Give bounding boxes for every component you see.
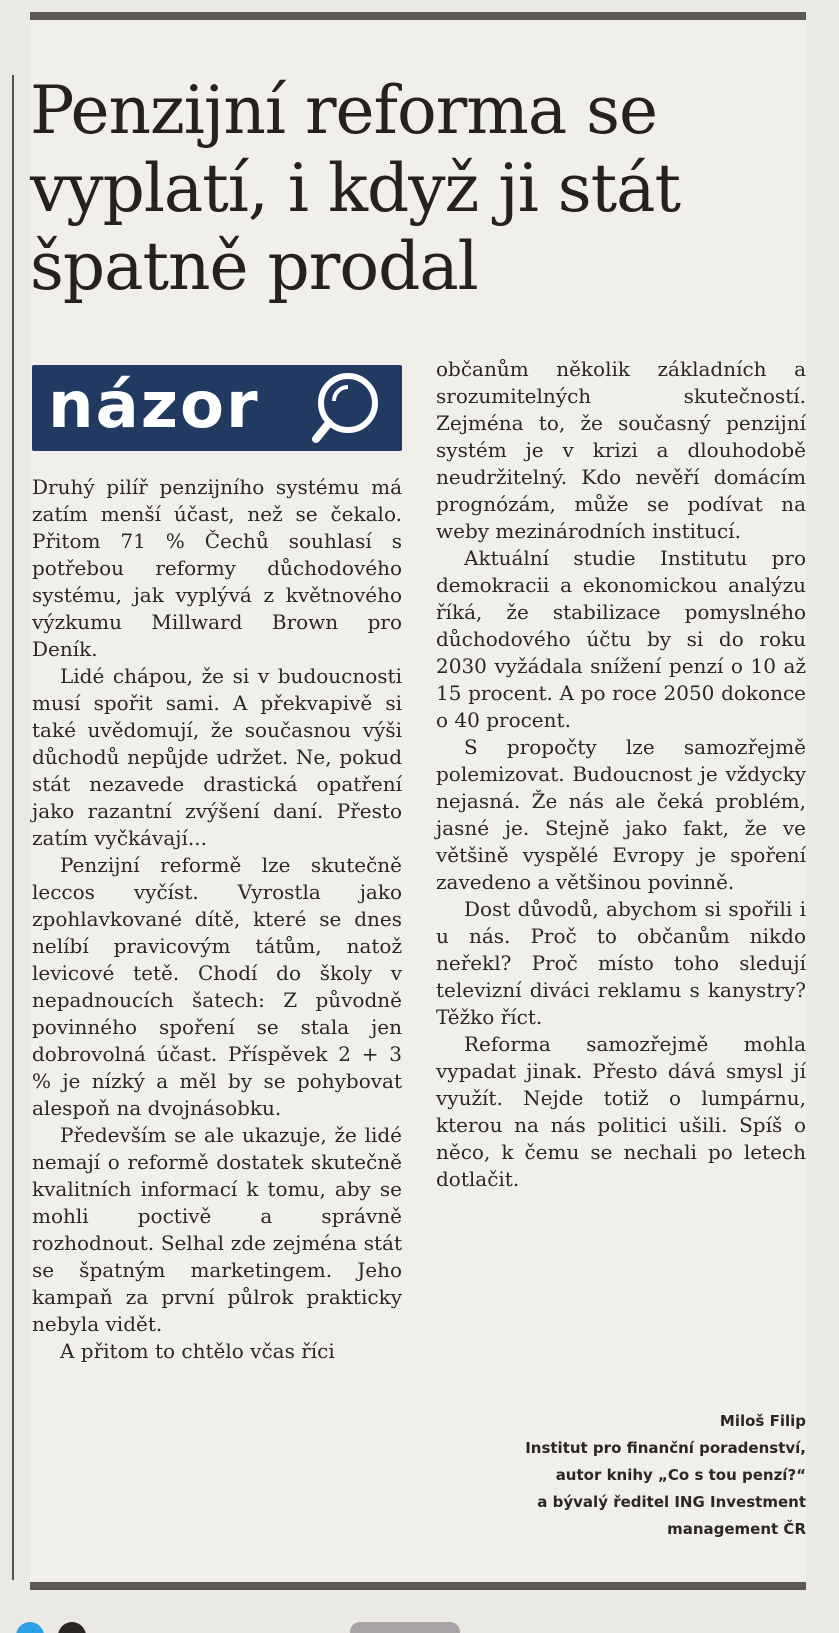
opinion-badge-label: názor (48, 369, 260, 443)
paragraph: Reforma samozřejmě mohla vypadat jinak. Přesto dává smysl jí využít. Nejde totiž o lumpárnu, kterou na nás politici ušili. Spíš o něco, k čemu se nechali po letech dotlačit. (436, 1032, 806, 1191)
magnifier-icon (306, 369, 396, 449)
opinion-badge (32, 365, 402, 451)
bottom-color-marks (0, 1608, 839, 1633)
paragraph: Především se ale ukazuje, že lidé nemají o reformě dostatek skutečně kvalitních informací k tomu, aby se mohli poctivě a správně rozhodnout. Selhal zde zejména stát se špatným marketingem. Jeho kampaň za první půlrok prakticky nebyla vidět. (32, 1123, 402, 1336)
paragraph: občanům několik základních a srozumitelných skutečností. Zejména to, že současný penzijní systém je v krizi a dlouhodobě neudržitelný. Kdo nevěří domácím prognózám, může se podívat na weby mezinárodních institucí. (436, 357, 806, 543)
author-affiliation: Institut pro finanční poradenství, (525, 1439, 806, 1457)
paragraph: A přitom to chtělo včas říci (60, 1339, 335, 1363)
article-column-right (436, 356, 806, 1193)
article-headline: Penzijní reforma se vyplatí, i když ji stát špatně prodal (30, 72, 681, 305)
author-former-role: a bývalý ředitel ING Investment (537, 1493, 806, 1511)
author-book: autor knihy „Co s tou penzí?“ (555, 1466, 806, 1484)
article-column-left (32, 474, 402, 1365)
paragraph: Aktuální studie Institutu pro demokracii a ekonomickou analýzu říká, že stabilizace pomyslného důchodového účtu by si do roku 2030 vyžádala snížení penzí o 10 až 15 procent. A po roce 2050 dokonce o 40 procent. (436, 546, 806, 732)
author-name: Miloš Filip (719, 1412, 806, 1430)
author-former-company: management ČR (667, 1520, 806, 1538)
paragraph: Druhý pilíř penzijního systému má zatím menší účast, než se čekalo. Přitom 71 % Čechů souhlasí s potřebou reformy důchodového systému, jak vyplývá z květnového výzkumu Millward Brown pro Deník. (32, 475, 402, 661)
paragraph: Penzijní reformě lze skutečně leccos vyčíst. Vyrostla jako zpohlavkované dítě, které se dnes nelíbí pravicovým tátům, natož levicové tetě. Chodí do školy v nepadnoucích šatech: Z původně povinného spoření se stala jen dobrovolná účast. Příspěvek 2 + 3 % je nízký a měl by se pohybovat alespoň na dvojnásobku. (32, 853, 402, 1120)
top-rule (30, 12, 806, 20)
paragraph: Dost důvodů, abychom si spořili i u nás. Proč to občanům nikdo neřekl? Proč místo toho sledují televizní diváci reklamu s kanystry? Těžko říct. (436, 897, 806, 1029)
left-column-rule (12, 75, 14, 1580)
paragraph: S propočty lze samozřejmě polemizovat. Budoucnost je vždycky nejasná. Že nás ale čeká problém, jasné je. Stejně jako fakt, že ve většině vyspělé Evropy je spoření zavedeno a většinou povinně. (436, 735, 806, 894)
paragraph: Lidé chápou, že si v budoucnosti musí spořit sami. A překvapivě si také uvědomují, že současnou výši důchodů nepůjde udržet. Ne, pokud stát nezavede drastická opatření jako razantní zvýšení daní. Přesto zatím vyčkávají... (32, 664, 402, 850)
bottom-rule (30, 1582, 806, 1590)
author-signature (430, 1408, 806, 1543)
